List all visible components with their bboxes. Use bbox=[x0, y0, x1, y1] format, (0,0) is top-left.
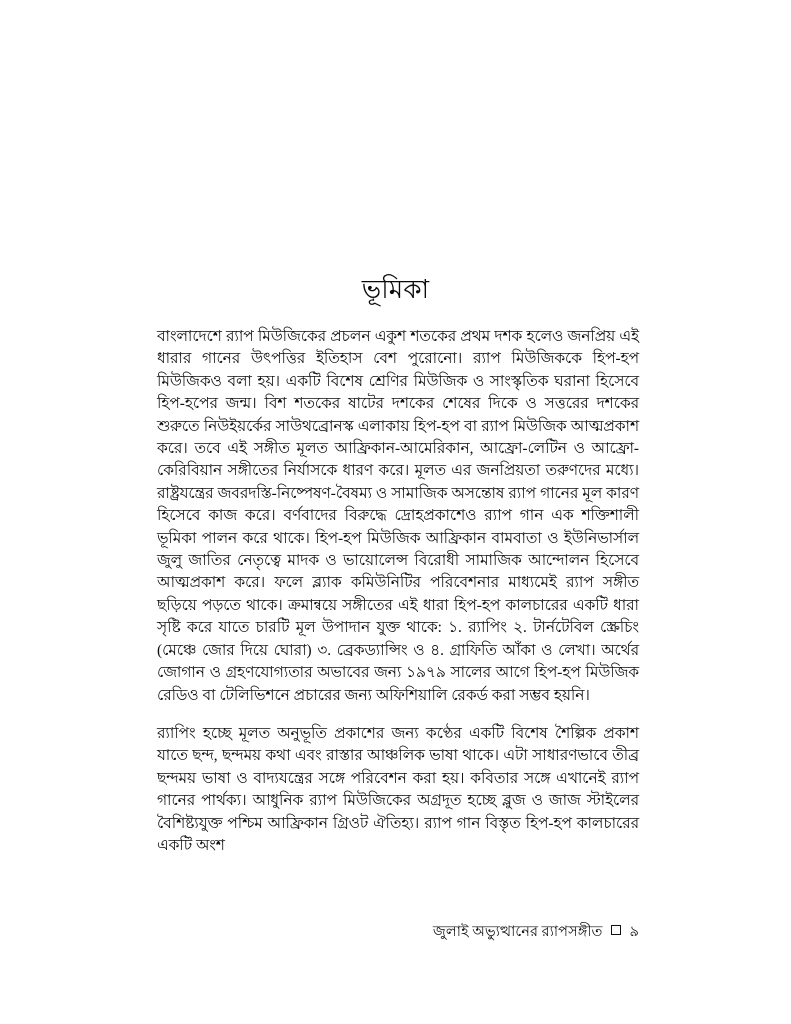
footer-book-title: জুলাই অভ্যুত্থানের র‍্যাপসঙ্গীত bbox=[432, 924, 603, 940]
page-footer bbox=[157, 921, 639, 943]
page-title: ভূমিকা bbox=[361, 275, 430, 305]
body-text-column bbox=[157, 326, 639, 857]
page-number: ৯ bbox=[629, 924, 639, 940]
square-outline-icon bbox=[611, 925, 621, 935]
body-paragraph: বাংলাদেশে র‍্যাপ মিউজিকের প্রচলন একুশ শতকের প্রথম দশক হলেও জনপ্রিয় এই ধারার গানের উৎপত্তির ইতিহাস বেশ পুরোনো। র‍্যাপ মিউজিককে হিপ-হপ মিউজিকও বলা হয়। একটি বিশেষ শ্রেণির মিউজিক ও সাংস্কৃতিক ঘরানা হিসেবে হিপ-হপের জন্ম। বিশ শতকের ষাটের দশকের শেষের দিকে ও সত্তরের দশকের শুরুতে নিউইয়র্কের সাউথব্রোনস্ক এলাকায় হিপ-হপ বা র‍্যাপ মিউজিক আত্মপ্রকাশ করে। তবে এই সঙ্গীত মূলত আফ্রিকান-আমেরিকান, আফ্রো-লেটিন ও আফ্রো-কেরিবিয়ান সঙ্গীতের নির্যাসকে ধারণ করে। মূলত এর জনপ্রিয়তা তরুণদের মধ্যে। রাষ্ট্রযন্ত্রের জবরদস্তি-নিষ্পেষণ-বৈষম্য ও সামাজিক অসন্তোষ র‍্যাপ গানের মূল কারণ হিসেবে কাজ করে। বর্ণবাদের বিরুদ্ধে দ্রোহপ্রকাশেও র‍্যাপ গান এক শক্তিশালী ভূমিকা পালন করে থাকে। হিপ-হপ মিউজিক আফ্রিকান বামবাতা ও ইউনিভার্সাল জুলু জাতির নেতৃত্বে মাদক ও ভায়োলেন্স বিরোধী সামাজিক আন্দোলন হিসেবে আত্মপ্রকাশ করে। ফলে ব্ল্যাক কমিউনিটির পরিবেশনার মাধ্যমেই র‍্যাপ সঙ্গীত ছড়িয়ে পড়তে থাকে। ক্রমান্বয়ে সঙ্গীতের এই ধারা হিপ-হপ কালচারের একটি ধারা সৃষ্টি করে যাতে চারটি মূল উপাদান যুক্ত থাকে: ১. র‍্যাপিং ২. টার্নটেবিল স্ক্রেচিং (মেঞ্চে জোর দিয়ে ঘোরা) ৩. ব্রেকড্যান্সিং ও ৪. গ্রাফিতি আঁকা ও লেখা। অর্থের জোগান ও গ্রহণযোগ্যতার অভাবের জন্য ১৯৭৯ সালের আগে হিপ-হপ মিউজিক রেডিও বা টেলিভিশনে প্রচারের জন্য অফিশিয়ালি রেকর্ড করা সম্ভব হয়নি। bbox=[157, 328, 639, 704]
body-paragraph: র‍্যাপিং হচ্ছে মূলত অনুভূতি প্রকাশের জন্য কণ্ঠের একটি বিশেষ শৈল্পিক প্রকাশ যাতে ছন্দ, ছন্দময় কথা এবং রাস্তার আঞ্চলিক ভাষা থাকে। এটা সাধারণভাবে তীব্র ছন্দময় ভাষা ও বাদ্যযন্ত্রের সঙ্গে পরিবেশন করা হয়। কবিতার সঙ্গে এখানেই র‍্যাপ গানের পার্থক্য। আধুনিক র‍্যাপ মিউজিকের অগ্রদূত হচ্ছে ব্লুজ ও জাজ স্টাইলের বৈশিষ্ট্যযুক্ত পশ্চিম আফ্রিকান গ্রিওট ঐতিহ্য। র‍্যাপ গান বিস্তৃত হিপ-হপ কালচারের একটি অংশ bbox=[157, 724, 639, 854]
